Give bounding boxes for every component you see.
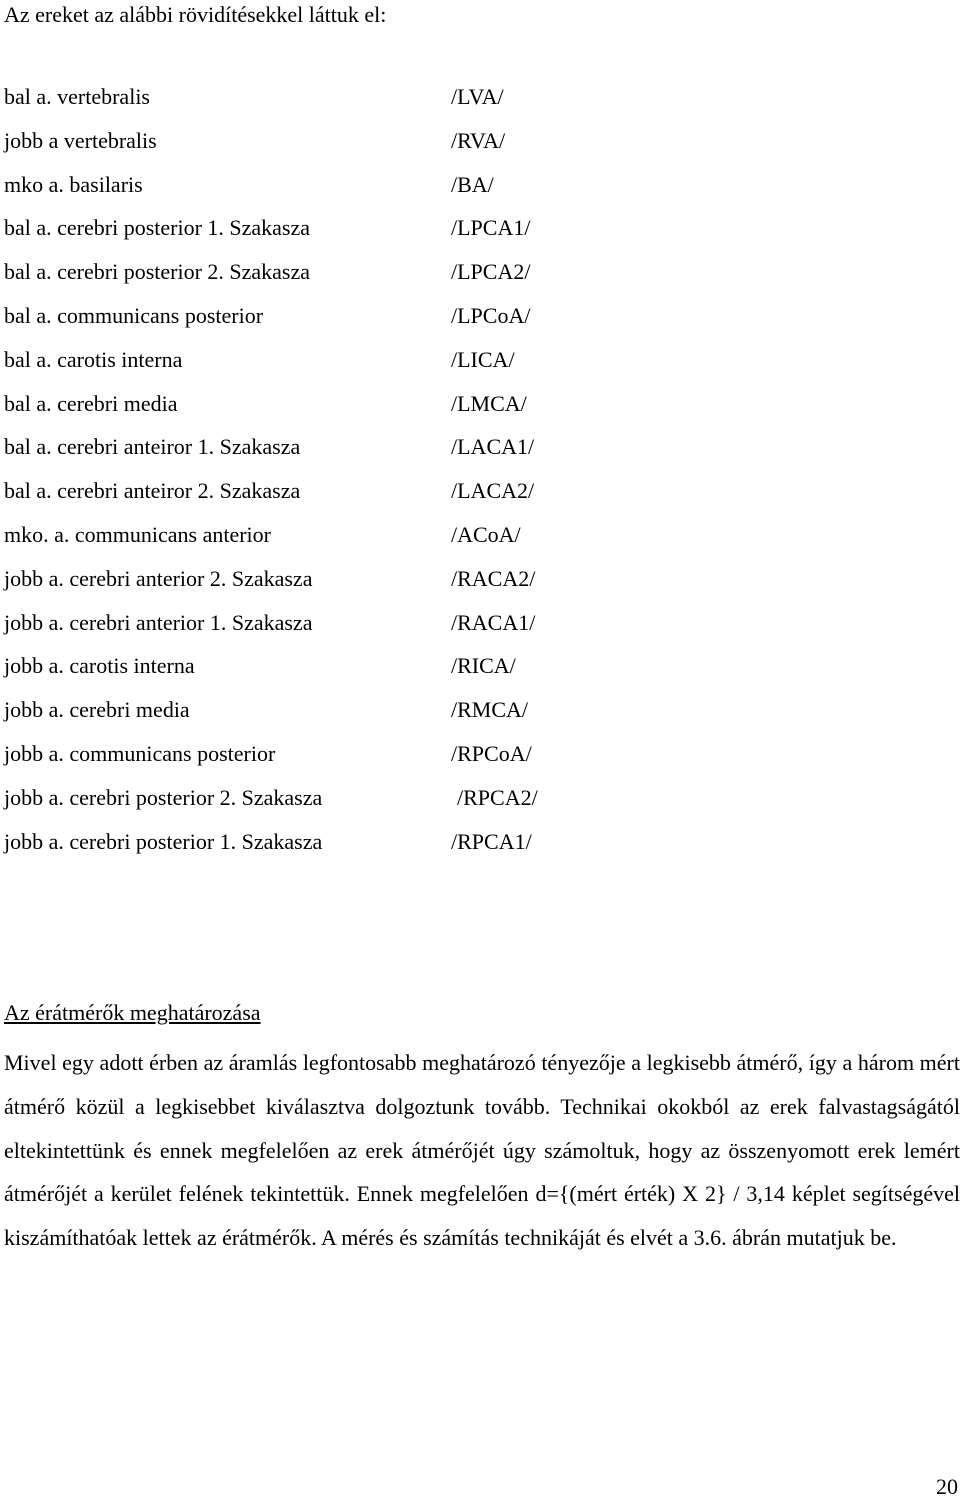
vessel-name: bal a. vertebralis [4,84,150,109]
vessel-name: jobb a. cerebri media [4,697,190,723]
abbreviation-row [4,170,704,214]
vessel-name: bal a. cerebri anteiror 2. Szakasza [4,478,301,504]
abbreviation-row [4,389,704,433]
abbreviation-row [4,695,704,739]
vessel-name: jobb a. carotis interna [4,653,195,679]
abbreviation-row [4,345,704,389]
vessel-name: mko a. basilaris [4,171,143,197]
vessel-abbreviation: /LICA/ [451,346,515,372]
abbreviation-row [4,301,704,345]
vessel-name: bal a. communicans posterior [4,302,264,328]
vessel-name: bal a. cerebri media [4,390,178,416]
abbreviation-row [4,783,704,827]
abbreviation-row [4,651,704,695]
vessel-abbreviation: /LPCA1/ [451,215,531,241]
vessel-abbreviation: /BA/ [451,171,494,197]
vessel-abbreviation: /LACA2/ [451,478,535,504]
vessel-name: bal a. cerebri posterior 1. Szakasza [4,215,311,241]
body-paragraph: Mivel egy adott érben az áramlás legfontosabb meghatározó tényezője a legkisebb átmérő, így a három mért átmérő közül a legkisebbet kiválasztva dolgoztunk tovább. Technikai okokból az erek falvastagságától eltekintettünk és ennek megfelelően az erek átmérőjét úgy számoltuk, hogy az összenyomott erek lemért átmérőjét a kerület felének tekintettük. Ennek megfelelően d={(mért érték) X 2} / 3,14 képlet segítségével kiszámíthatóak lettek az érátmérők. A mérés és számítás technikáját és elvét a 3.6. ábrán mutatjuk be. [4,1050,960,1251]
vessel-abbreviation: /LVA/ [451,84,504,109]
vessel-name: jobb a. communicans posterior [4,740,276,766]
abbreviation-row [4,257,704,301]
vessel-abbreviation: /RACA2/ [451,565,536,591]
vessel-name: jobb a. cerebri posterior 1. Szakasza [4,828,323,854]
abbreviation-row [4,213,704,257]
vessel-abbreviation: /RPCA1/ [451,828,532,854]
vessel-name: jobb a. cerebri posterior 2. Szakasza [4,784,323,810]
abbreviation-list [4,82,704,870]
abbreviation-row [4,564,704,608]
vessel-abbreviation: /LPCoA/ [451,302,531,328]
vessel-name: jobb a vertebralis [4,127,157,153]
page-number: 20 [936,1474,958,1499]
intro-text: Az ereket az alábbi rövidítésekkel láttuk el: [4,2,387,27]
vessel-abbreviation: /LPCA2/ [451,259,531,285]
abbreviation-row [4,520,704,564]
abbreviation-row [4,827,704,871]
vessel-name: jobb a. cerebri anterior 1. Szakasza [4,609,313,635]
section-heading: Az érátmérők meghatározása [4,1000,261,1025]
abbreviation-row [4,608,704,652]
vessel-abbreviation: /RMCA/ [451,697,529,723]
abbreviation-row [4,126,704,170]
vessel-name: bal a. carotis interna [4,346,183,372]
vessel-name: bal a. cerebri posterior 2. Szakasza [4,259,311,285]
vessel-abbreviation: /RPCoA/ [451,740,532,766]
vessel-abbreviation: /RICA/ [451,653,516,679]
vessel-abbreviation: /RACA1/ [451,609,536,635]
vessel-name: jobb a. cerebri anterior 2. Szakasza [4,565,313,591]
abbreviation-row [4,739,704,783]
abbreviation-row [4,476,704,520]
vessel-name: mko. a. communicans anterior [4,521,271,547]
vessel-abbreviation: /LACA1/ [451,434,535,460]
vessel-abbreviation: /RVA/ [451,127,506,153]
vessel-abbreviation: /LMCA/ [451,390,527,416]
vessel-abbreviation: /ACoA/ [451,521,521,547]
vessel-abbreviation: /RPCA2/ [457,784,538,810]
abbreviation-row [4,432,704,476]
abbreviation-row [4,82,704,126]
vessel-name: bal a. cerebri anteiror 1. Szakasza [4,434,301,460]
